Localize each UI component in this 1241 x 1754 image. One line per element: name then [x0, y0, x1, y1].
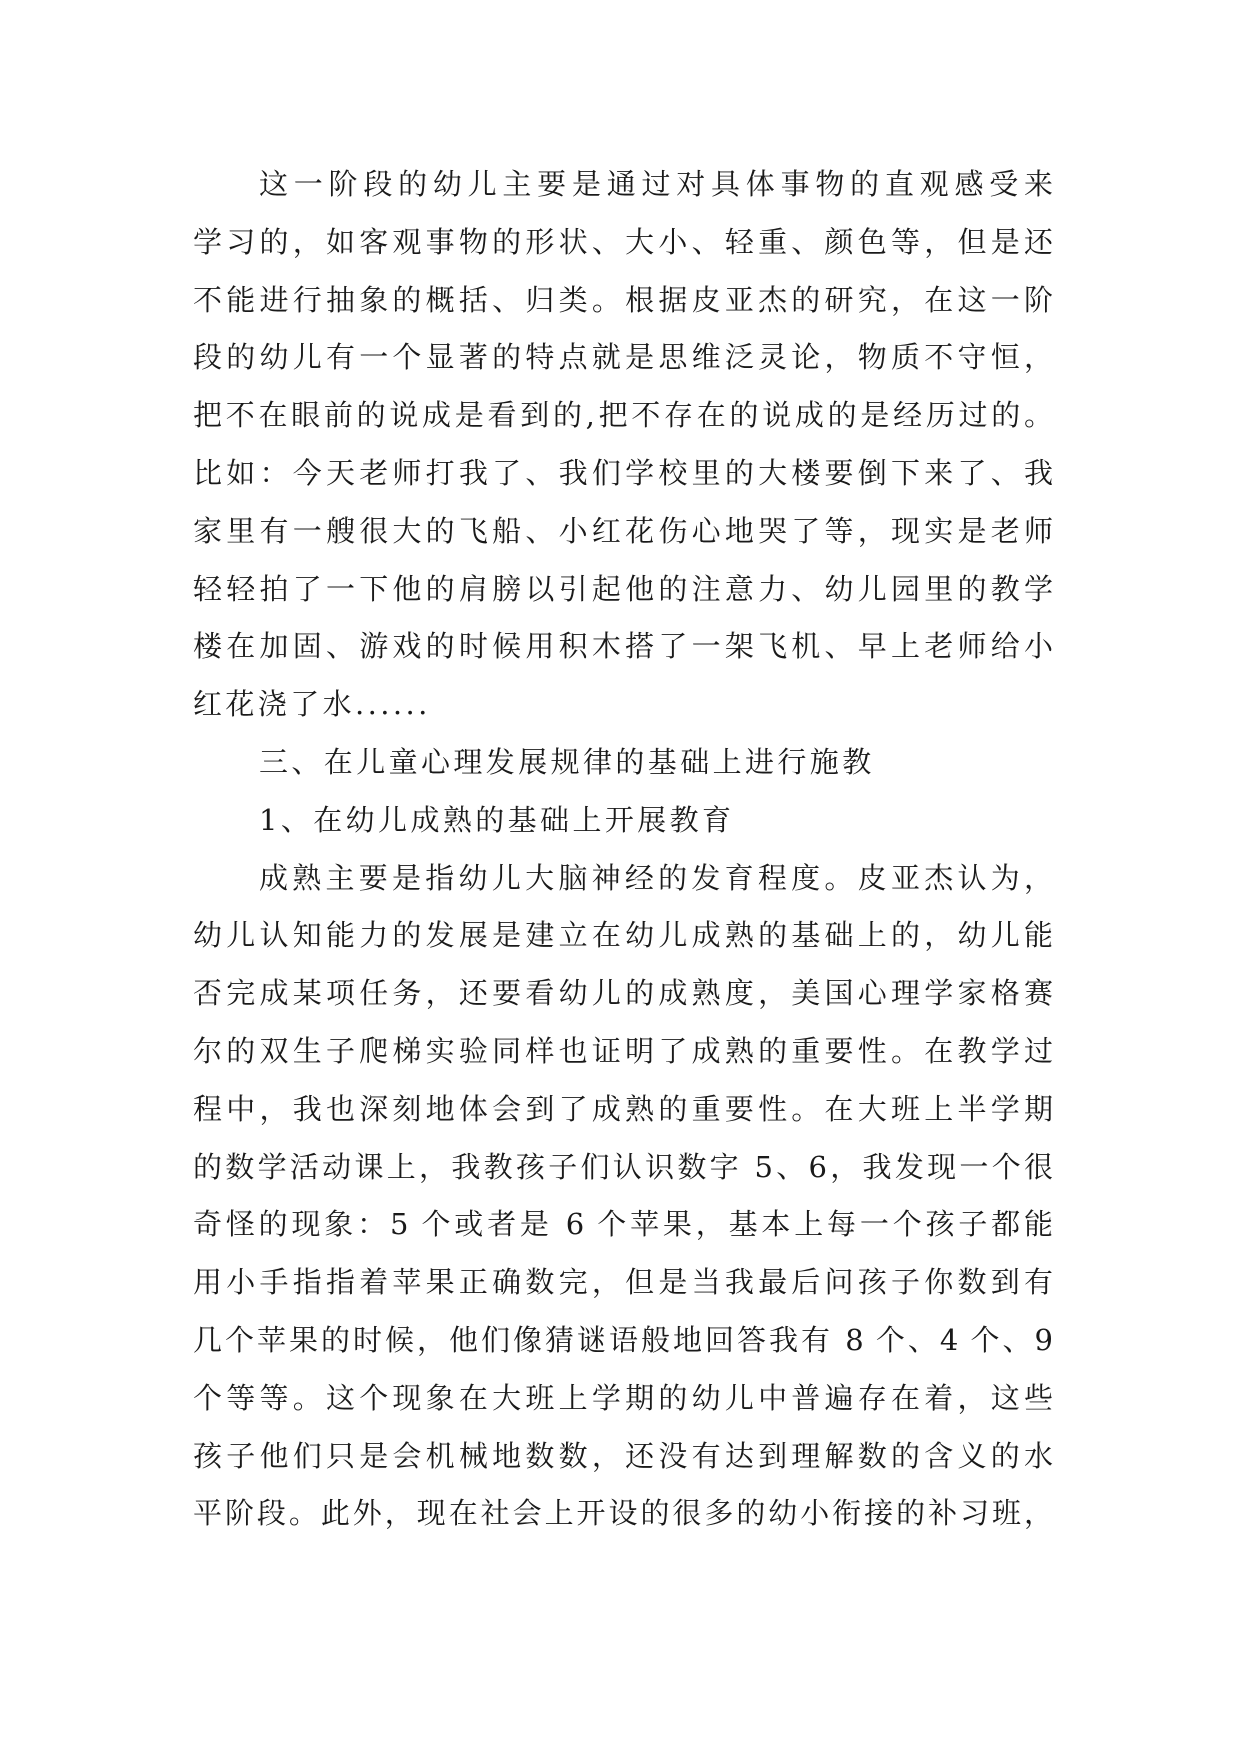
- paragraph-line: 用小手指指着苹果正确数完，但是当我最后问孩子你数到有: [193, 1265, 1053, 1300]
- paragraph-line: 轻轻拍了一下他的肩膀以引起他的注意力、幼儿园里的教学: [193, 571, 1053, 606]
- paragraph-line: 成熟主要是指幼儿大脑神经的发育程度。皮亚杰认为，: [259, 860, 1053, 895]
- subsection-heading: 1、在幼儿成熟的基础上开展教育: [259, 802, 735, 837]
- paragraph-line: 不能进行抽象的概括、归类。根据皮亚杰的研究，在这一阶: [193, 282, 1053, 317]
- paragraph-line: 程中，我也深刻地体会到了成熟的重要性。在大班上半学期: [193, 1091, 1053, 1126]
- paragraph-line: 个等等。这个现象在大班上学期的幼儿中普遍存在着，这些: [193, 1380, 1053, 1415]
- paragraph-line: 的数学活动课上，我教孩子们认识数字 5、6，我发现一个很: [193, 1149, 1053, 1184]
- paragraph-line: 否完成某项任务，还要看幼儿的成熟度，美国心理学家格赛: [193, 976, 1053, 1011]
- paragraph-line: 奇怪的现象：5 个或者是 6 个苹果，基本上每一个孩子都能: [193, 1207, 1053, 1242]
- paragraph-line: 家里有一艘很大的飞船、小红花伤心地哭了等，现实是老师: [193, 513, 1053, 548]
- paragraph-line: 学习的，如客观事物的形状、大小、轻重、颜色等，但是还: [193, 224, 1053, 259]
- section-heading: 三、在儿童心理发展规律的基础上进行施教: [259, 744, 875, 779]
- paragraph-line: 孩子他们只是会机械地数数，还没有达到理解数的含义的水: [193, 1438, 1053, 1473]
- paragraph-line: 比如：今天老师打我了、我们学校里的大楼要倒下来了、我: [193, 455, 1053, 490]
- paragraph-line: 段的幼儿有一个显著的特点就是思维泛灵论，物质不守恒，: [193, 340, 1053, 375]
- paragraph-line: 平阶段。此外，现在社会上开设的很多的幼小衔接的补习班，: [193, 1496, 1053, 1531]
- paragraph-line: 几个苹果的时候，他们像猜谜语般地回答我有 8 个、4 个、9: [193, 1322, 1053, 1357]
- paragraph-line: 尔的双生子爬梯实验同样也证明了成熟的重要性。在教学过: [193, 1033, 1053, 1068]
- body-text: [193, 156, 1053, 1543]
- paragraph-line: 这一阶段的幼儿主要是通过对具体事物的直观感受来: [259, 167, 1053, 201]
- paragraph-line: 幼儿认知能力的发展是建立在幼儿成熟的基础上的，幼儿能: [193, 918, 1053, 953]
- paragraph-line: 楼在加固、游戏的时候用积木搭了一架飞机、早上老师给小: [193, 629, 1053, 664]
- paragraph-line: 把不在眼前的说成是看到的,把不存在的说成的是经历过的。: [193, 398, 1053, 433]
- paragraph-line: 红花浇了水......: [193, 687, 431, 722]
